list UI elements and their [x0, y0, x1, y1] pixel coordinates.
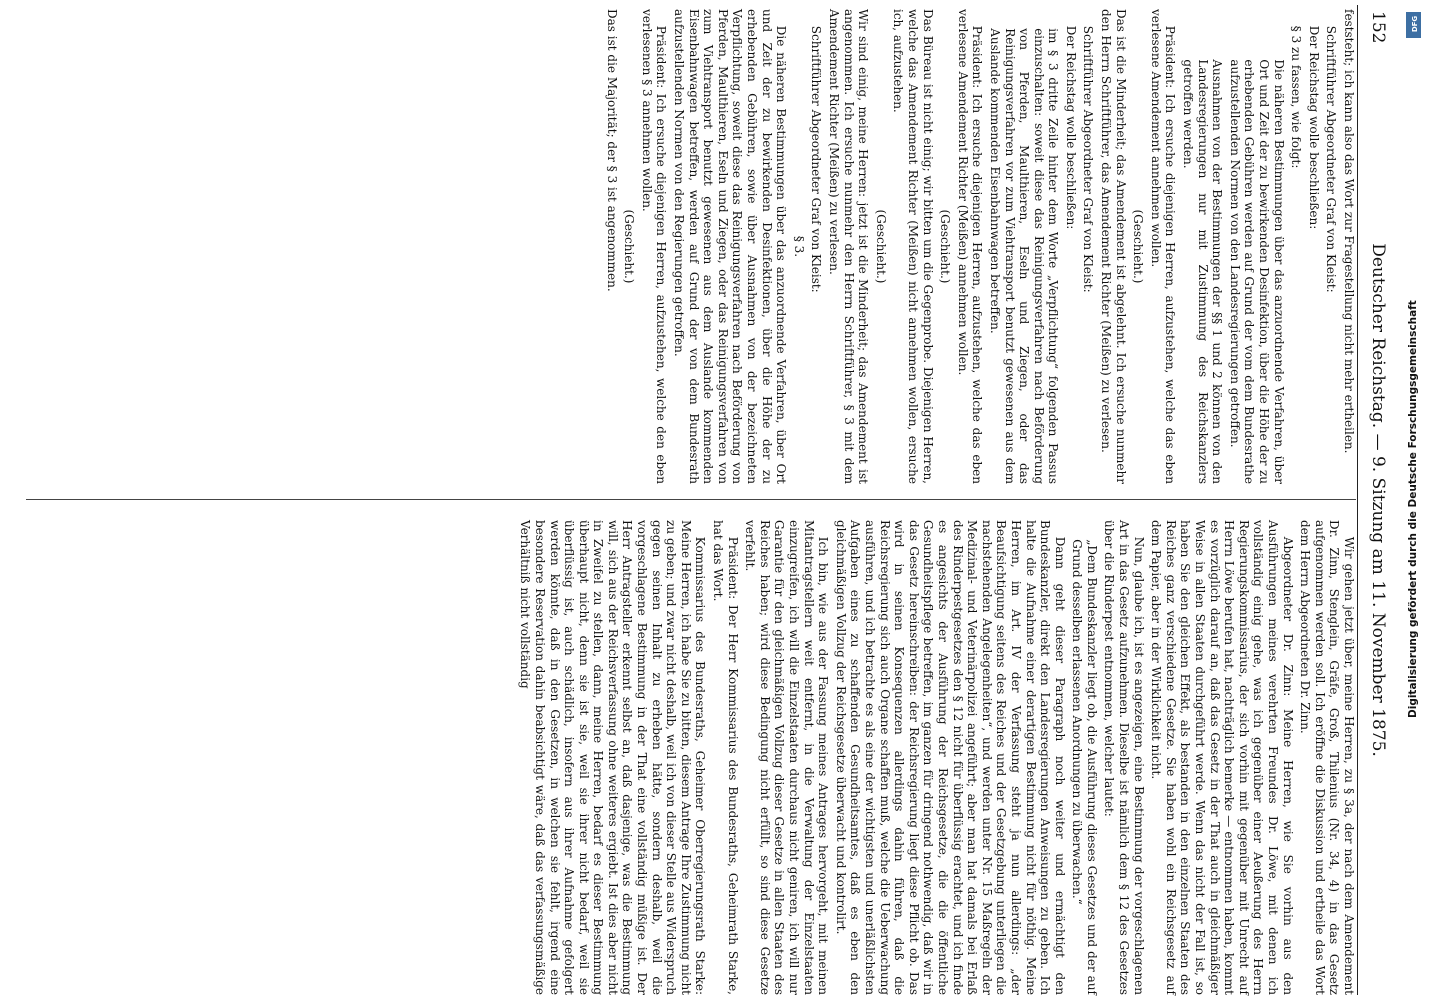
left-column [601, 9, 1356, 484]
right-column [515, 520, 1356, 995]
left_column-paragraph: Präsident: Ich ersuche diejenigen Herren, aufzustehen, welche das eben verlesene Amendement annehmen wollen. [1148, 9, 1178, 484]
right_column-paragraph: Wir gehen jetzt über, meine Herren, zu § 3a, der nach dem Amendement Dr. Zinn, Stenglein, Gräfe, Groß, Thilenius (Nr. 34, 4) in das Gesetz aufgenommen werden soll. Ich eröffne die Diskussion und ertheile das Wort dem Herrn Abgeordneten Dr. Zinn. [1298, 520, 1356, 995]
right_column-paragraph: Ich bin, wie aus der Fassung meines Antrages hervorgeht, mit meinen Mitantragstellern weit entfernt, in die Verwaltung der Einzelstaaten einzugreifen, ich will die Einzelstaaten durchaus nicht geniren, ich will nur Garantie für den gleichmäßigen Vollzug dieser Gesetze in allen Staaten des Reiches haben; wird diese Bedingung nicht erfüllt, so sind diese Gesetze verfehlt. [743, 520, 831, 995]
left_column-paragraph: im § 3 dritte Zeile hinter dem Worte „Verpflichtung“ folgenden Passus einzuschalten: soweit diese das Reinigungsverfahren nach Beförderung von Pferden, Maulthieren, Eseln und Ziegen, oder das Reinigungsverfahren vor zum Viehtransport benutzt gewesenen aus dem Auslande kommenden Eisenbahnwagen betreffen. [987, 28, 1061, 484]
right_column-paragraph: Kommissarius des Bundesraths, Geheimer Oberregierungsrath Starke: Meine Herren, ich habe Sie zu bitten, diesem Antrage Ihre Zustimmung nicht zu geben; und zwar nicht deshalb, weil ich von dieser Stelle aus Widerspruch gegen seinen Inhalt zu erheben hätte, sondern deshalb, weil die vorgeschlagene Bestimmung in der That eine vollständig müßige ist. Der Herr Antragsteller erkennt selbst an, daß dasjenige, was die Bestimmung will, sich aus der Reichsverfassung ohne weiteres ergiebt. Ist dies aber nicht in Zweifel zu stellen, dann, meine Herren, bedarf es dieser Bestimmung überhaupt nicht, denn sie ist sie, weil sie ihrer nicht bedarf, weil sie überflüssig ist, auch schädlich, insofern aus ihrer Aufnahme gefolgert werden könnte, daß in den Gesetzen, in welchen sie fehlt, irgend eine besondere Reservation dahin beabsichtigt wäre, daß das verfassungsmäßige Verhältniß nicht vollständig [518, 520, 708, 995]
left_column-paragraph: Die näheren Bestimmungen über das anzuordnende Verfahren, über Ort und Zeit der zu bewirkenden Desinfektionen, über die Höhe der zu erhebenden Gebühren, sowie über Ausnahmen von der bezeichneten Verpflichtung, soweit diese das Reinigungsverfahren nach Beförderung von Pferden, Maulthieren, Eseln und Ziegen, oder das Reinigungsverfahren von zum Viehtransport benutzt gewesenen aus dem Auslande kommenden Eisenbahnwagen betreffen, werden auf Grund der von dem Bundesrath aufzustellenden Normen von den Regierungen getroffen. [672, 9, 789, 484]
right_column-paragraph: Abgeordneter Dr. Zinn: Meine Herren, wie Sie vorhin aus den Ausführungen meines verehrten Freundes Dr. Löwe, mit denen ich vollständig einig gehe, was ich gegenüber einer Aeußerung des Herrn Regierungskommissarius, der sich vorhin mit gegenüber mit Unrecht auf Herrn Löwe berufen hat, nachträglich bemerke — entnommen haben, kommt es vorzüglich darauf an, daß das Gesetz in der That auch in gleichmäßiger Weise in allen Staaten durchgeführt werde. Wenn das nicht der Fall ist, so haben Sie den gleichen Effekt, als bestanden in den einzelnen Staaten des Reiches ganz verschiedene Gesetze. Sie haben wohl ein Reichsgesetz auf dem Papier, aber in der Wirklichkeit nicht. [1149, 520, 1295, 995]
left_column-paragraph: Schriftführer Abgeordneter Graf von Kleist: [1081, 25, 1096, 293]
column-divider [26, 499, 1356, 500]
left_column-paragraph: Präsident: Ich ersuche diejenigen Herren, aufzustehen, welche den eben verlesenen § 3 annehmen wollen. [639, 9, 669, 484]
page-header [1362, 5, 1388, 995]
left_column-paragraph: (Geschieht.) [873, 209, 888, 284]
left_column-paragraph: Der Reichstag wolle beschließen: [1306, 25, 1321, 230]
left_column-paragraph: Wir sind einig, meine Herren: jetzt ist die Minderheit; das Amendement ist angenommen. Ich ersuche nunmehr den Herrn Schriftführer, § 3 mit dem Amendement Richter (Meißen) zu verlesen. [827, 9, 871, 484]
left_column-paragraph: Ausnahmen von der Bestimmungen der §§ 1 und 2 können von den Landesregierungen nur mit Zustimmung des Reichskanzlers getroffen werden. [1181, 59, 1225, 484]
left_column-paragraph: Schriftführer Abgeordneter Graf von Kleist: [1324, 25, 1339, 293]
left_column-paragraph: (Geschieht.) [622, 209, 637, 284]
left_column-paragraph: § 3. [791, 235, 806, 258]
left_column-paragraph: § 3 zu fassen, wie folgt: [1289, 25, 1304, 169]
page-number: 152 [1368, 11, 1388, 44]
dfg-side-note [1400, 8, 1428, 998]
left_column-paragraph: (Geschieht.) [1131, 209, 1146, 284]
left_column-paragraph: Das Büreau ist nicht einig; wir bitten um die Gegenprobe. Diejenigen Herren, welche das Amendement Richter (Meißen) nicht annehmen wollen, ersuche ich, aufzustehen. [891, 9, 935, 484]
dfg-credit-text: Digitalisierung gefördert durch die Deutsche Forschungsgemeinschaft [1407, 300, 1419, 718]
left_column-paragraph: Der Reichstag wolle beschließen: [1063, 25, 1078, 230]
left_column-paragraph: (Geschieht.) [938, 209, 953, 284]
right_column-paragraph: „Dem Bundeskanzler liegt ob, die Ausführung dieses Gesetzes und der auf Grund desselben erlassenen Anordnungen zu überwachen.“ [1070, 539, 1099, 995]
document-page [0, 5, 1400, 995]
header-rule [1357, 5, 1358, 995]
left_column-paragraph: Das ist die Majorität; der § 3 ist angenommen. [604, 9, 619, 292]
right_column-paragraph: Präsident: Der Herr Kommissarius des Bundesraths, Geheimrath Starke, hat das Wort. [711, 520, 740, 995]
left_column-paragraph: Präsident: Ich ersuche diejenigen Herren, aufzustehen, welche das eben verlesene Amendement Richter (Meißen) annehmen wollen. [955, 9, 985, 484]
right_column-paragraph: Dann geht dieser Paragraph noch weiter und ermächtigt den Bundeskanzler, direkt den Landesregierungen Anweisungen zu geben. Ich halte die Aufnahme einer derartigen Bestimmung nicht für nöthig. Meine Herren, im Art. IV der Verfassung steht ja nun allerdings: „der Beaufsichtigung seitens des Reiches und der Gesetzgebung unterliegen die nachstehenden Angelegenheiten“, und werden unter Nr. 15 Maßregeln der Medizinal- und Veterinärpolizei angeführt; aber man hat damals bei Erlaß des Rinderpestgesetzes den § 12 nicht für überflüssig erachtet, und ich finde es angesichts der Ausführung der Reichsgesetze, die die öffentliche Gesundheitspflege betreffen, im ganzen für dringend nothwendig, daß wir in das Gesetz hereinschreiben: der Reichsregierung liegt diese Pflicht ob. Das wird in seinen Konsequenzen allerdings dahin führen, daß die Reichsregierung sich auch Organe schaffen muß, welche die Ueberwachung ausführen, und ich betrachte es als eine der wichtigsten und unerläßlichsten Aufgaben eines zu schaffenden Gesundheitsamtes, daß es eben den gleichmäßigen Vollzug der Reichsgesetze überwacht und kontrolirt. [833, 520, 1067, 995]
page-title: Deutscher Reichstag. — 9. Sitzung am 11. November 1875. [1368, 243, 1388, 757]
left_column-paragraph: Die näheren Bestimmungen über das anzuordnende Verfahren, über Ort und Zeit der zu bewirkenden Desinfektion, über die Höhe der zu erhebenden Gebühren werden auf Grund der vom dem Bundesrathe aufzustellenden Normen von den Landesregierungen getroffen. [1227, 59, 1286, 484]
left_column-paragraph: Schriftführer Abgeordneter Graf von Kleist: [809, 25, 824, 293]
left_column-paragraph: Das ist die Minderheit; das Amendement ist abgelehnt. Ich ersuche nunmehr den Herrn Schriftführer, das Amendement Richter (Meißen) zu verlesen. [1099, 9, 1128, 484]
right_column-paragraph: Nun, glaube ich, ist es angezeigen, eine Bestimmung der vorgeschlagenen Art in das Gesetz aufzunehmen. Dieselbe ist nämlich dem § 12 des Gesetzes über die Rinderpest entnommen, welcher lautet: [1102, 520, 1146, 995]
left_column-paragraph: feststeht; ich kann also das Wort zur Fragestellung nicht mehr ertheilen. [1342, 9, 1356, 454]
dfg-logo: DFG [1406, 12, 1421, 38]
